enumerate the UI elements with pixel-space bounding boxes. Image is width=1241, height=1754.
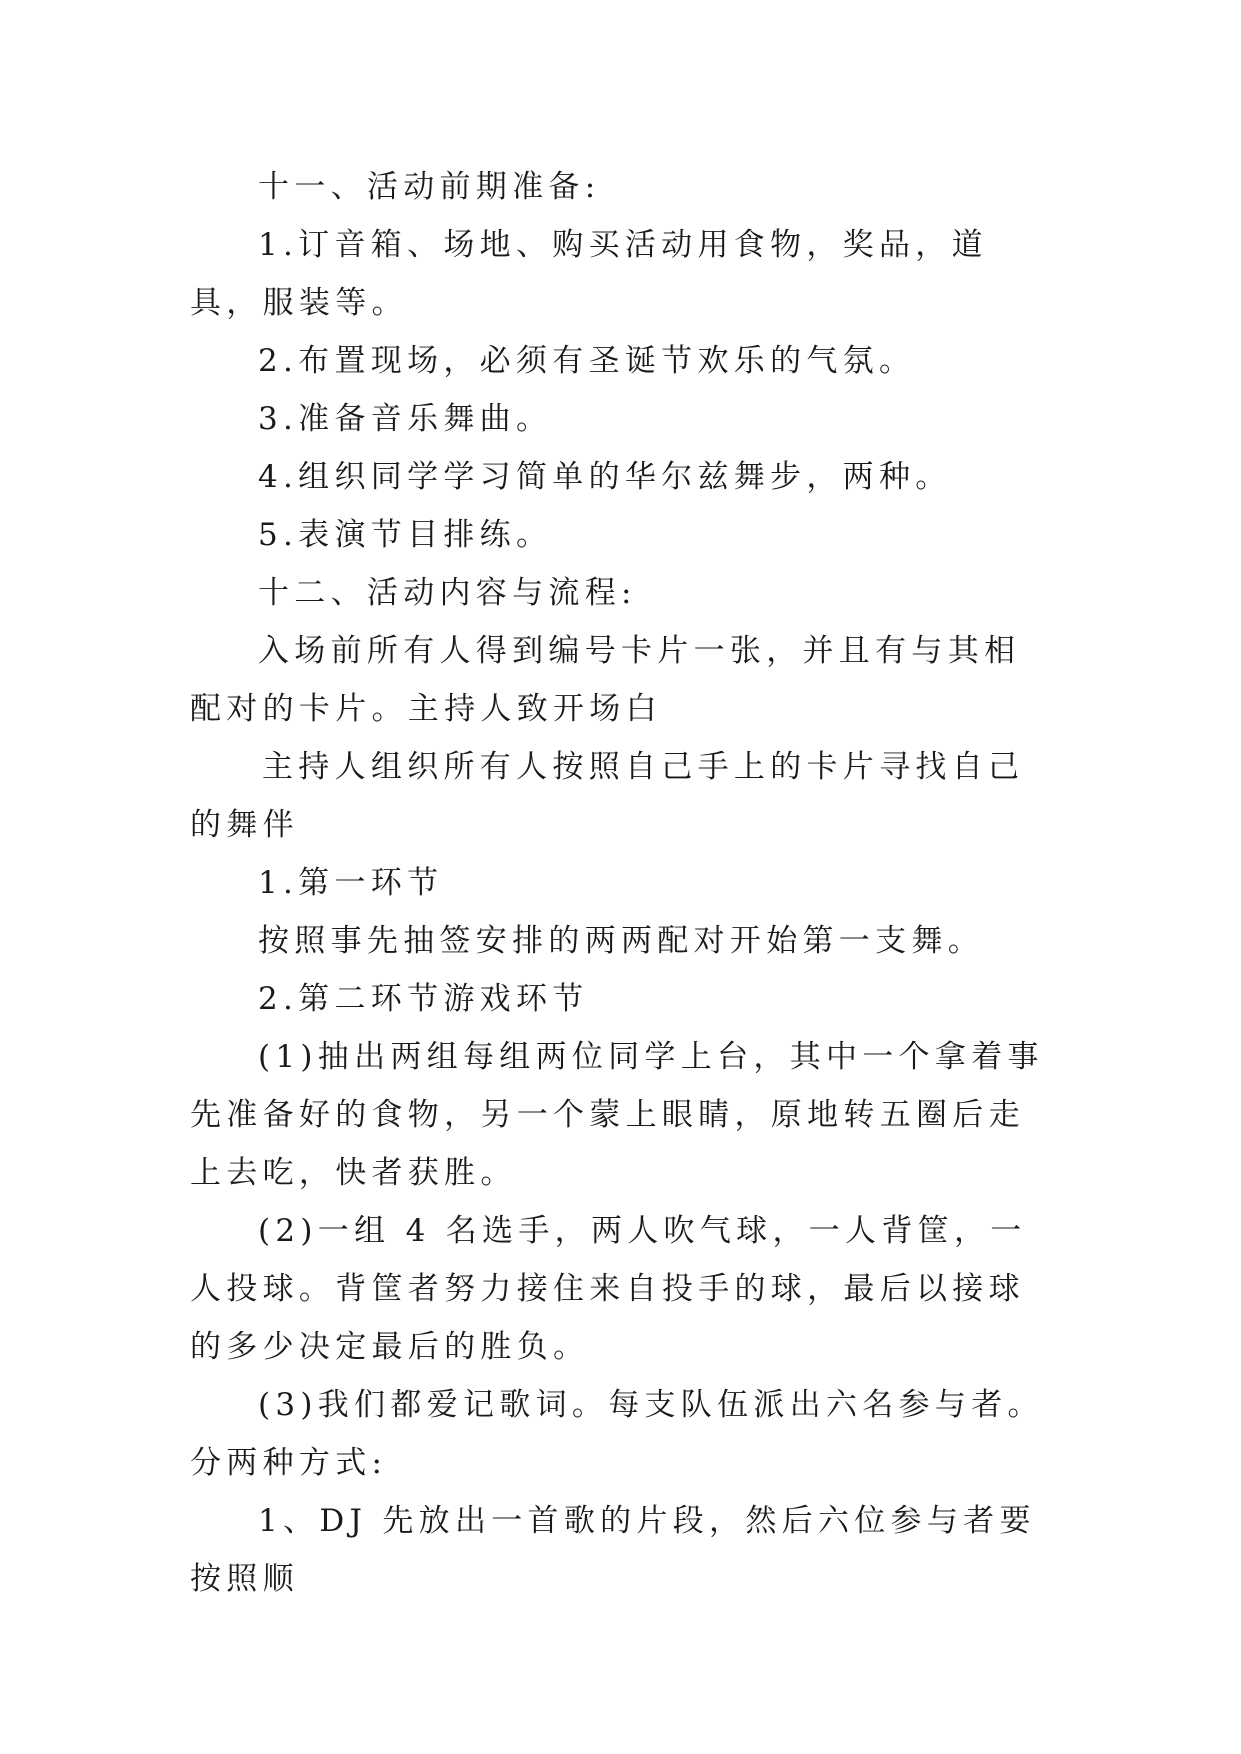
paragraph-item-2: 2.布置现场，必须有圣诞节欢乐的气氛。 — [258, 343, 916, 379]
document-body — [190, 158, 1050, 1608]
paragraph-stage-1: 1.第一环节 — [258, 865, 444, 901]
paragraph-item-5: 5.表演节目排练。 — [258, 517, 553, 553]
paragraph-entry-cards: 入场前所有人得到编号卡片一张，并且有与其相配对的卡片。主持人致开场白 — [190, 633, 1021, 727]
section-heading-preparation: 十一、活动前期准备: — [258, 169, 601, 205]
paragraph-first-dance: 按照事先抽签安排的两两配对开始第一支舞。 — [258, 923, 984, 959]
paragraph-game-1: (1)抽出两组每组两位同学上台，其中一个拿着事先准备好的食物，另一个蒙上眼睛，原地转五圈后走上去吃，快者获胜。 — [190, 1039, 1044, 1191]
paragraph-item-1: 1.订音箱、场地、购买活动用食物，奖品，道具，服装等。 — [190, 227, 988, 321]
paragraph-dj-method: 1、DJ 先放出一首歌的片段，然后六位参与者要按照顺 — [190, 1503, 1036, 1597]
paragraph-stage-2: 2.第二环节游戏环节 — [258, 981, 589, 1017]
paragraph-game-2: (2)一组 4 名选手，两人吹气球，一人背筐，一人投球。背筐者努力接住来自投手的球，最后以接球的多少决定最后的胜负。 — [190, 1213, 1027, 1365]
paragraph-item-3: 3.准备音乐舞曲。 — [258, 401, 553, 437]
paragraph-find-partner: 主持人组织所有人按照自己手上的卡片寻找自己的舞伴 — [190, 749, 1025, 843]
section-heading-content-flow: 十二、活动内容与流程: — [258, 575, 637, 611]
paragraph-game-3: (3)我们都爱记歌词。每支队伍派出六名参与者。分两种方式: — [190, 1387, 1044, 1481]
paragraph-item-4: 4.组织同学学习简单的华尔兹舞步，两种。 — [258, 459, 952, 495]
